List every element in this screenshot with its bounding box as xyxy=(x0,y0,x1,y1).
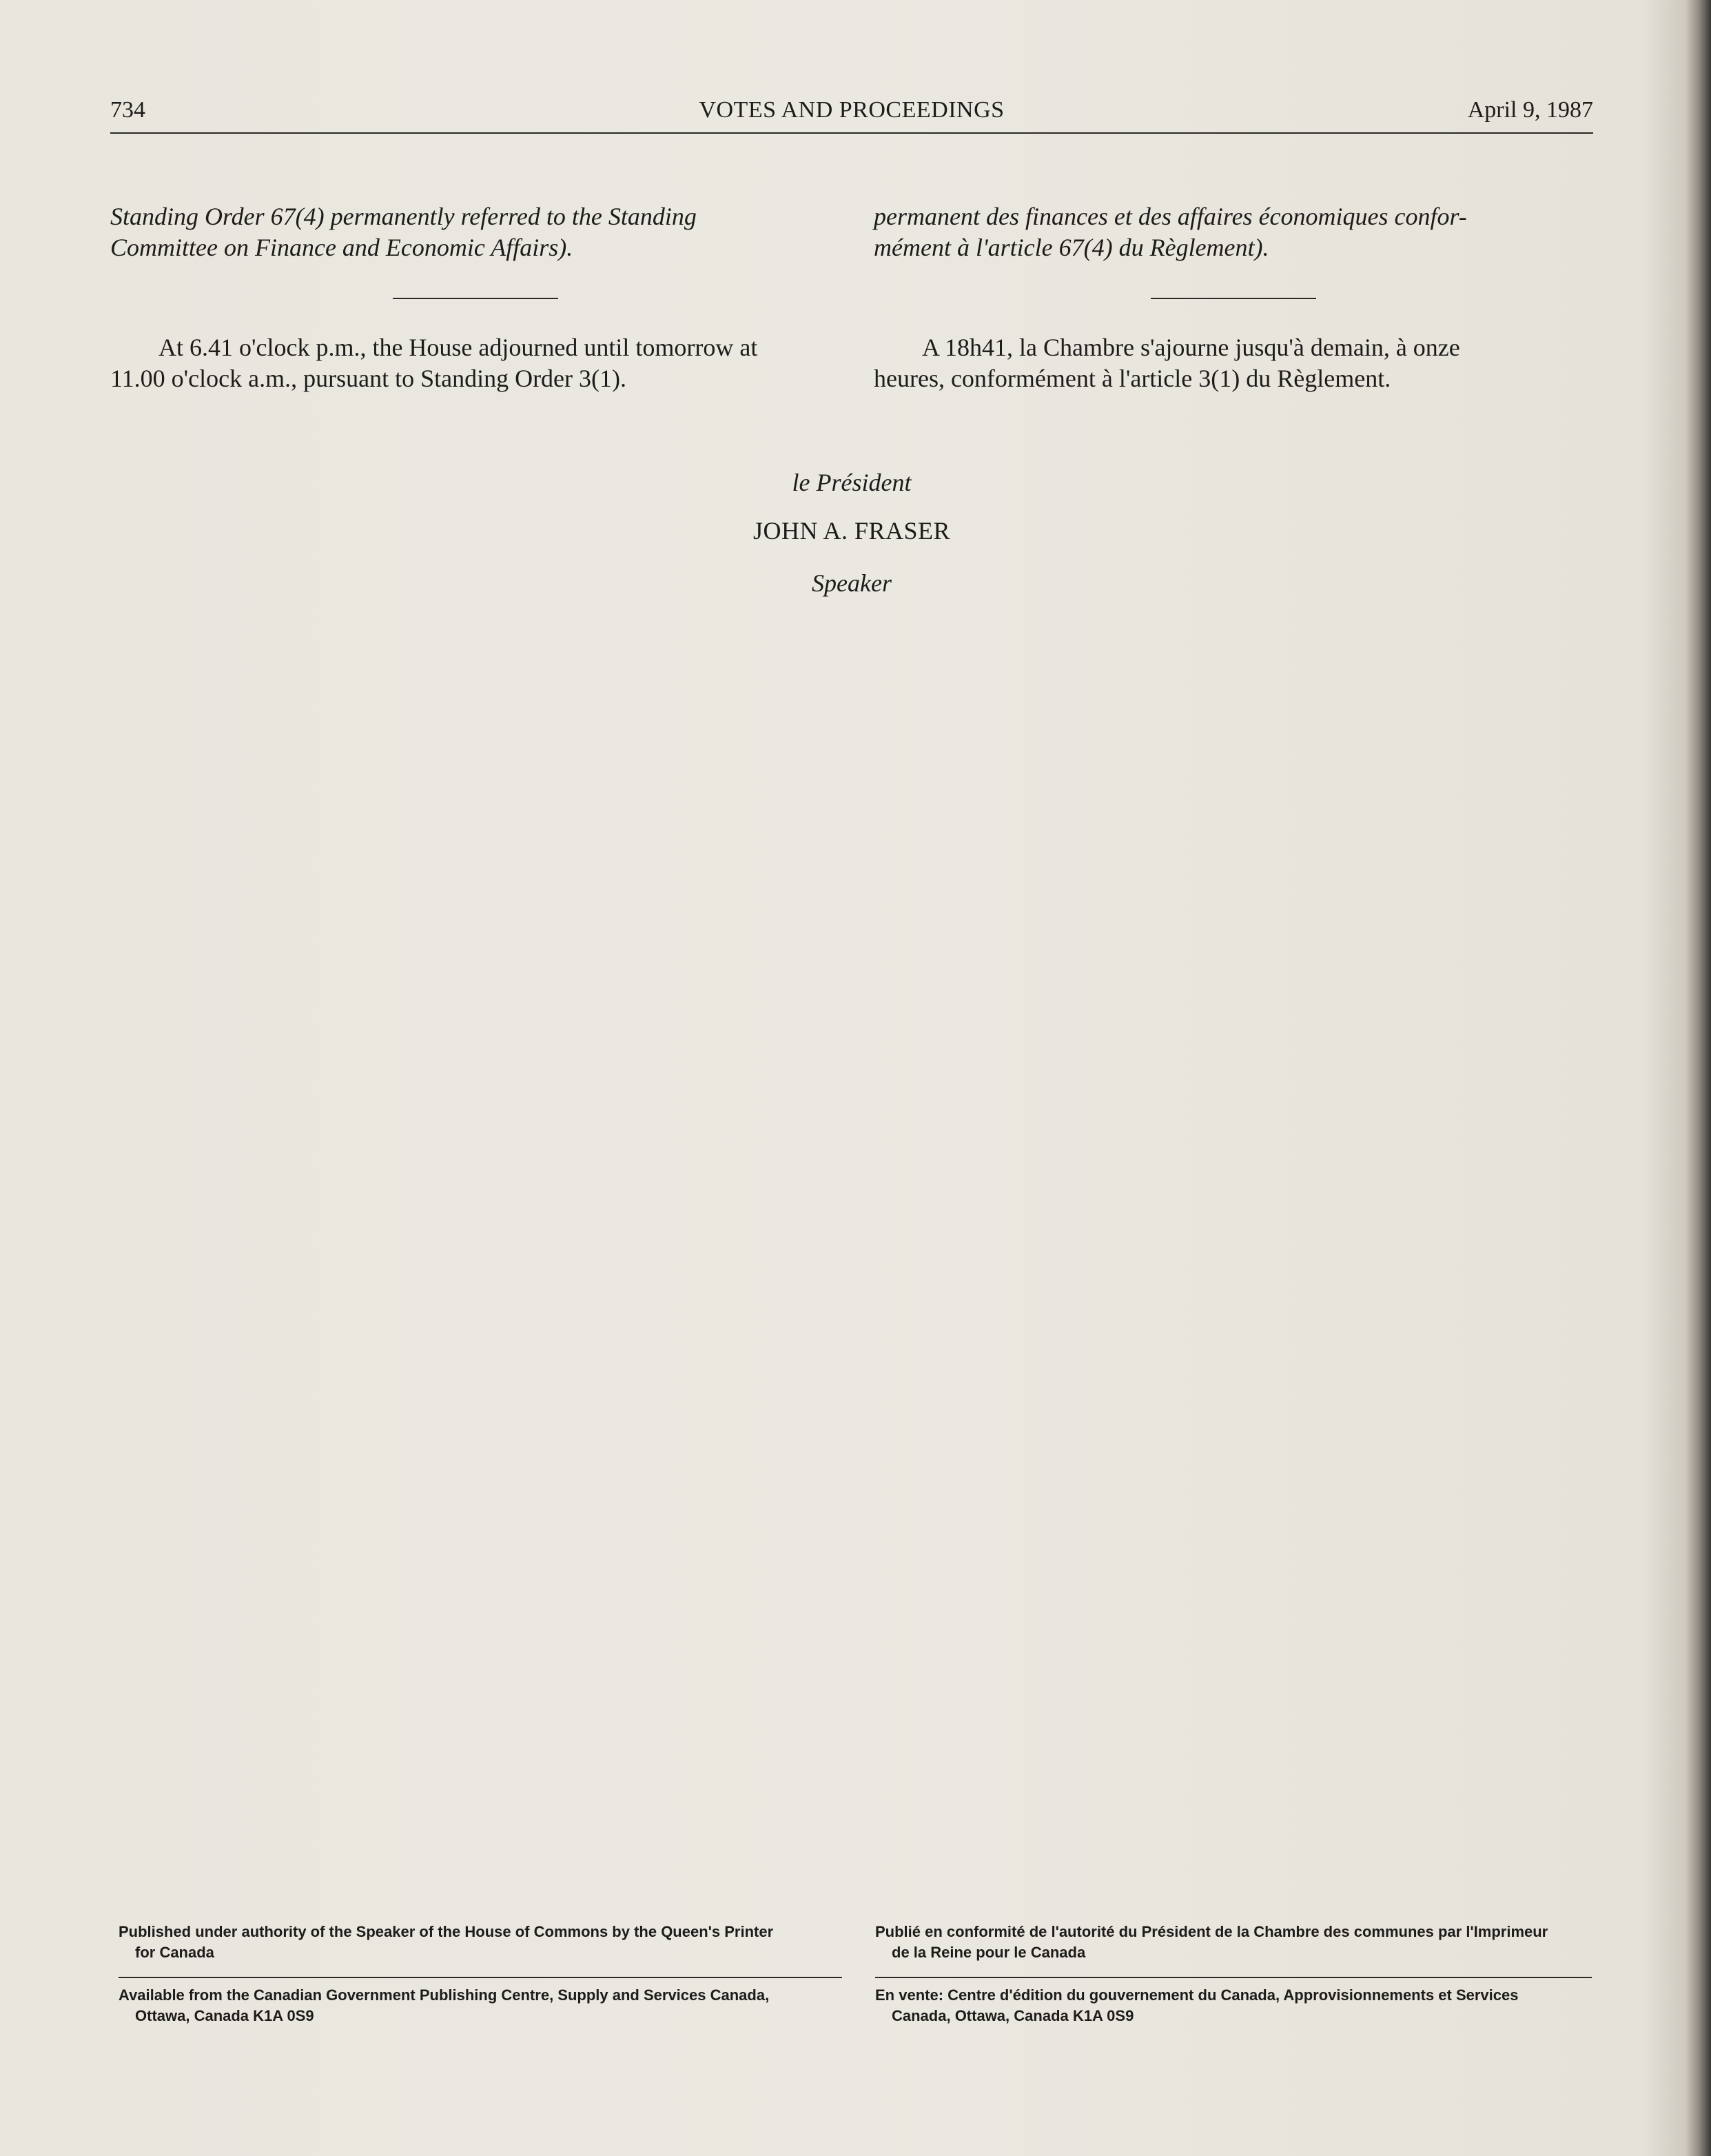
adjourn-line: A 18h41, la Chambre s'ajourne jusqu'à demain, à onze xyxy=(922,334,1460,361)
adjourn-line: 11.00 o'clock a.m., pursuant to Standing Order 3(1). xyxy=(110,365,627,392)
referral-line: permanent des finances et des affaires économiques confor- xyxy=(874,203,1467,230)
notice-line: Available from the Canadian Government Publishing Centre, Supply and Services Canada, xyxy=(119,1986,770,2004)
footer-rule xyxy=(875,1977,1592,1978)
published-notice-en xyxy=(119,1922,849,1963)
signature-title-fr: le Président xyxy=(792,469,912,496)
notice-line: for Canada xyxy=(135,1944,214,1961)
section-divider xyxy=(1151,298,1316,299)
adjourn-line: heures, conformément à l'article 3(1) du Règlement. xyxy=(874,365,1391,392)
signature-title-en: Speaker xyxy=(812,569,892,597)
adjournment-paragraph-fr xyxy=(874,332,1596,394)
notice-line: En vente: Centre d'édition du gouvernement du Canada, Approvisionnements et Services xyxy=(875,1986,1519,2004)
referral-line: Standing Order 67(4) permanently referred to the Standing xyxy=(110,203,697,230)
referral-line: mément à l'article 67(4) du Règlement). xyxy=(874,234,1269,261)
notice-line: de la Reine pour le Canada xyxy=(892,1944,1086,1961)
header-rule xyxy=(110,132,1593,134)
availability-notice-en xyxy=(119,1985,849,2026)
referral-line: Committee on Finance and Economic Affairs). xyxy=(110,234,573,261)
section-divider xyxy=(393,298,558,299)
notice-line: Canada, Ottawa, Canada K1A 0S9 xyxy=(892,2007,1134,2024)
page-number: 734 xyxy=(110,97,145,123)
sitting-date: April 9, 1987 xyxy=(1467,97,1593,123)
journal-title: VOTES AND PROCEEDINGS xyxy=(699,97,1005,123)
speaker-name: JOHN A. FRASER xyxy=(752,517,951,545)
notice-line: Publié en conformité de l'autorité du Président de la Chambre des communes par l'Imprimeur xyxy=(875,1923,1548,1940)
availability-notice-fr xyxy=(875,1985,1606,2026)
referral-text-en xyxy=(110,201,839,263)
published-notice-fr xyxy=(875,1922,1606,1963)
notice-line: Published under authority of the Speaker of the House of Commons by the Queen's Printer xyxy=(119,1923,774,1940)
footer-rule xyxy=(119,1977,842,1978)
adjourn-line: At 6.41 o'clock p.m., the House adjourned until tomorrow at xyxy=(158,334,758,361)
notice-line: Ottawa, Canada K1A 0S9 xyxy=(135,2007,314,2024)
referral-text-fr xyxy=(874,201,1596,263)
adjournment-paragraph-en xyxy=(110,332,839,394)
running-header xyxy=(110,96,1593,131)
